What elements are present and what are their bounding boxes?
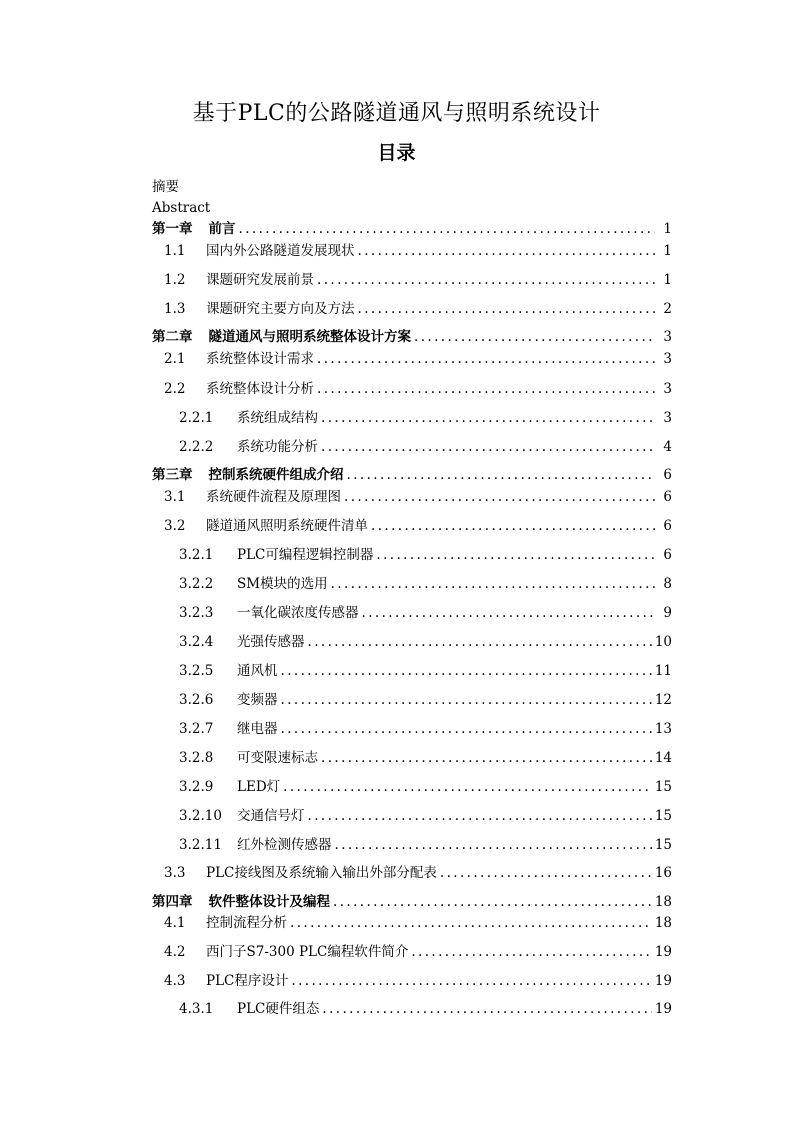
toc-dot-leader [317, 350, 655, 368]
toc-dot-leader [347, 466, 656, 484]
toc-entry-number: 3.2.3 [179, 605, 214, 621]
toc-entry[interactable] [152, 216, 672, 238]
toc-dot-leader [376, 546, 655, 564]
toc-entry[interactable] [152, 968, 672, 990]
toc-entry-title: 通风机 [237, 663, 278, 679]
toc-entry-title: PLC程序设计 [206, 973, 289, 989]
toc-dot-leader [317, 380, 655, 398]
toc-entry-title: 系统组成结构 [237, 410, 318, 426]
toc-entry[interactable] [152, 376, 672, 398]
toc-dot-leader [414, 328, 655, 346]
toc-entry[interactable] [152, 745, 672, 767]
toc-entry-page: 1 [663, 272, 672, 288]
toc-entry-title: PLC可编程逻辑控制器 [237, 547, 374, 563]
toc-dot-leader [358, 300, 656, 318]
toc-dot-leader [344, 488, 655, 506]
toc-dot-leader [321, 749, 652, 767]
toc-entry-title: 变频器 [237, 692, 278, 708]
toc-entry-page: 3 [663, 381, 672, 397]
toc-dot-leader [362, 604, 656, 622]
toc-entry[interactable] [152, 238, 672, 260]
toc-dot-leader [440, 864, 652, 882]
toc-entry-page: 1 [663, 243, 672, 259]
toc-dot-leader [239, 220, 656, 238]
toc-entry-number: 3.2.1 [179, 547, 214, 563]
toc-entry-page: 11 [654, 663, 672, 679]
toc-entry[interactable] [152, 513, 672, 535]
toc-entry-title: 隧道通风与照明系统整体设计方案 [208, 329, 411, 345]
toc-entry[interactable] [152, 832, 672, 854]
toc-entry-title: PLC硬件组态 [237, 1001, 320, 1017]
toc-entry-title: 摘要 [152, 179, 179, 195]
toc-entry-title: 课题研究发展前景 [206, 272, 314, 288]
toc-entry-page: 6 [663, 518, 672, 534]
toc-entry-title: 一氧化碳浓度传感器 [237, 605, 359, 621]
toc-entry[interactable] [152, 687, 672, 709]
toc-entry-number: 1.1 [164, 243, 186, 259]
toc-entry[interactable] [152, 346, 672, 368]
toc-entry-number: 3.2.8 [179, 750, 214, 766]
toc-dot-leader [358, 242, 656, 260]
toc-entry-page: 14 [654, 750, 672, 766]
toc-entry-title: 光强传感器 [237, 634, 305, 650]
toc-entry-page: 9 [663, 605, 672, 621]
toc-entry[interactable] [152, 195, 672, 217]
toc-entry-title: LED灯 [237, 779, 281, 795]
toc-entry[interactable] [152, 910, 672, 932]
toc-entry-title: 隧道通风照明系统硬件清单 [206, 518, 368, 534]
toc-entry-page: 18 [654, 915, 672, 931]
toc-entry-page: 4 [663, 439, 672, 455]
toc-entry-title: 课题研究主要方向及方法 [206, 301, 355, 317]
toc-entry-title: 系统整体设计需求 [206, 351, 314, 367]
toc-dot-leader [308, 633, 652, 651]
toc-entry[interactable] [152, 571, 672, 593]
toc-entry[interactable] [152, 658, 672, 680]
toc-entry-page: 19 [654, 973, 672, 989]
toc-entry-number: 第三章 [152, 467, 193, 483]
toc-entry[interactable] [152, 889, 672, 911]
toc-entry-title: 前言 [208, 221, 236, 237]
toc-dot-leader [335, 836, 652, 854]
toc-entry-number: 3.2.7 [179, 721, 214, 737]
toc-entry-number: 3.2.4 [179, 634, 214, 650]
toc-entry-page: 1 [663, 221, 672, 237]
toc-entry-number: 4.2 [164, 944, 186, 960]
toc-dot-leader [333, 893, 652, 911]
toc-dot-leader [290, 914, 652, 932]
toc-entry-title: 西门子S7-300 PLC编程软件简介 [206, 944, 409, 960]
toc-entry-number: 3.2.2 [179, 576, 214, 592]
toc-dot-leader [281, 720, 652, 738]
toc-dot-leader [317, 271, 655, 289]
toc-entry-page: 16 [654, 865, 672, 881]
toc-entry-page: 2 [663, 301, 672, 317]
toc-entry[interactable] [152, 462, 672, 484]
toc-entry-number: 2.2.1 [179, 410, 214, 426]
toc-entry-title: 系统功能分析 [237, 439, 318, 455]
toc-entry-title: 可变限速标志 [237, 750, 318, 766]
toc-entry[interactable] [152, 324, 672, 346]
toc-entry-page: 15 [654, 808, 672, 824]
toc-entry-page: 13 [654, 721, 672, 737]
toc-entry-number: 4.3.1 [179, 1001, 214, 1017]
toc-dot-leader [322, 1000, 651, 1018]
toc-entry-title: 系统整体设计分析 [206, 381, 314, 397]
toc-entry-title: 控制流程分析 [206, 915, 287, 931]
toc-entry[interactable] [152, 174, 672, 196]
toc-entry-number: 2.2.2 [179, 439, 214, 455]
toc-dot-leader [411, 943, 651, 961]
toc-entry-title: 控制系统硬件组成介绍 [208, 467, 344, 483]
toc-entry[interactable] [152, 405, 672, 427]
toc-entry-title: SM模块的选用 [237, 576, 328, 592]
toc-entry-page: 3 [663, 351, 672, 367]
toc-dot-leader [281, 691, 652, 709]
toc-entry-title: 系统硬件流程及原理图 [206, 489, 341, 505]
toc-entry-number: 第一章 [152, 221, 193, 237]
toc-entry-page: 3 [663, 410, 672, 426]
toc-entry-number: 3.3 [164, 865, 186, 881]
toc-entry[interactable] [152, 542, 672, 564]
toc-entry-title: Abstract [152, 200, 211, 216]
toc-entry[interactable] [152, 484, 672, 506]
toc-entry[interactable] [152, 996, 672, 1018]
toc-entry[interactable] [152, 939, 672, 961]
toc-entry-number: 4.1 [164, 915, 186, 931]
toc-entry-number: 3.2.6 [179, 692, 214, 708]
toc-entry-number: 第二章 [152, 329, 193, 345]
toc-entry[interactable] [152, 629, 672, 651]
toc-entry-page: 3 [663, 329, 672, 345]
toc-entry-page: 15 [654, 837, 672, 853]
toc-dot-leader [321, 409, 655, 427]
toc-entry-number: 3.2 [164, 518, 186, 534]
toc-entry-page: 19 [654, 1001, 672, 1017]
toc-dot-leader [308, 807, 652, 825]
toc-entry-number: 2.1 [164, 351, 186, 367]
toc-entry-number: 4.3 [164, 973, 186, 989]
toc-dot-leader [331, 575, 655, 593]
toc-entry-page: 19 [654, 944, 672, 960]
toc-entry[interactable] [152, 267, 672, 289]
toc-entry-number: 3.2.9 [179, 779, 214, 795]
toc-entry-number: 3.2.10 [179, 808, 222, 824]
toc-entry-page: 18 [654, 894, 672, 910]
toc-entry-title: 软件整体设计及编程 [208, 894, 330, 910]
toc-entry-page: 6 [663, 547, 672, 563]
toc-entry[interactable] [152, 774, 672, 796]
toc-entry[interactable] [152, 296, 672, 318]
toc-dot-leader [371, 517, 655, 535]
toc-entry-number: 3.2.5 [179, 663, 214, 679]
toc-entry[interactable] [152, 803, 672, 825]
toc-entry-title: 红外检测传感器 [237, 837, 332, 853]
toc-entry-title: PLC接线图及系统输入输出外部分配表 [206, 865, 437, 881]
toc-entry-title: 继电器 [237, 721, 278, 737]
toc-dot-leader [281, 662, 652, 680]
toc-entry-title: 交通信号灯 [237, 808, 305, 824]
toc-entry[interactable] [152, 860, 672, 882]
toc-entry-page: 6 [663, 489, 672, 505]
document-title: 基于PLC的公路隧道通风与照明系统设计 [192, 101, 601, 126]
toc-entry-page: 8 [663, 576, 672, 592]
toc-entry[interactable] [152, 716, 672, 738]
toc-entry-number: 1.3 [164, 301, 186, 317]
toc-entry[interactable] [152, 434, 672, 456]
toc-entry-number: 3.2.11 [179, 837, 222, 853]
toc-entry[interactable] [152, 600, 672, 622]
toc-entry-title: 国内外公路隧道发展现状 [206, 243, 355, 259]
toc-dot-leader [283, 778, 652, 796]
toc-entry-page: 12 [654, 692, 672, 708]
toc-entry-page: 6 [663, 467, 672, 483]
toc-entry-number: 2.2 [164, 381, 186, 397]
toc-entry-number: 3.1 [164, 489, 186, 505]
toc-entry-page: 15 [654, 779, 672, 795]
toc-dot-leader [291, 972, 651, 990]
toc-dot-leader [321, 438, 655, 456]
toc-entry-number: 第四章 [152, 894, 193, 910]
toc-entry-number: 1.2 [164, 272, 186, 288]
toc-entry-page: 10 [654, 634, 672, 650]
toc-heading: 目录 [377, 142, 416, 164]
